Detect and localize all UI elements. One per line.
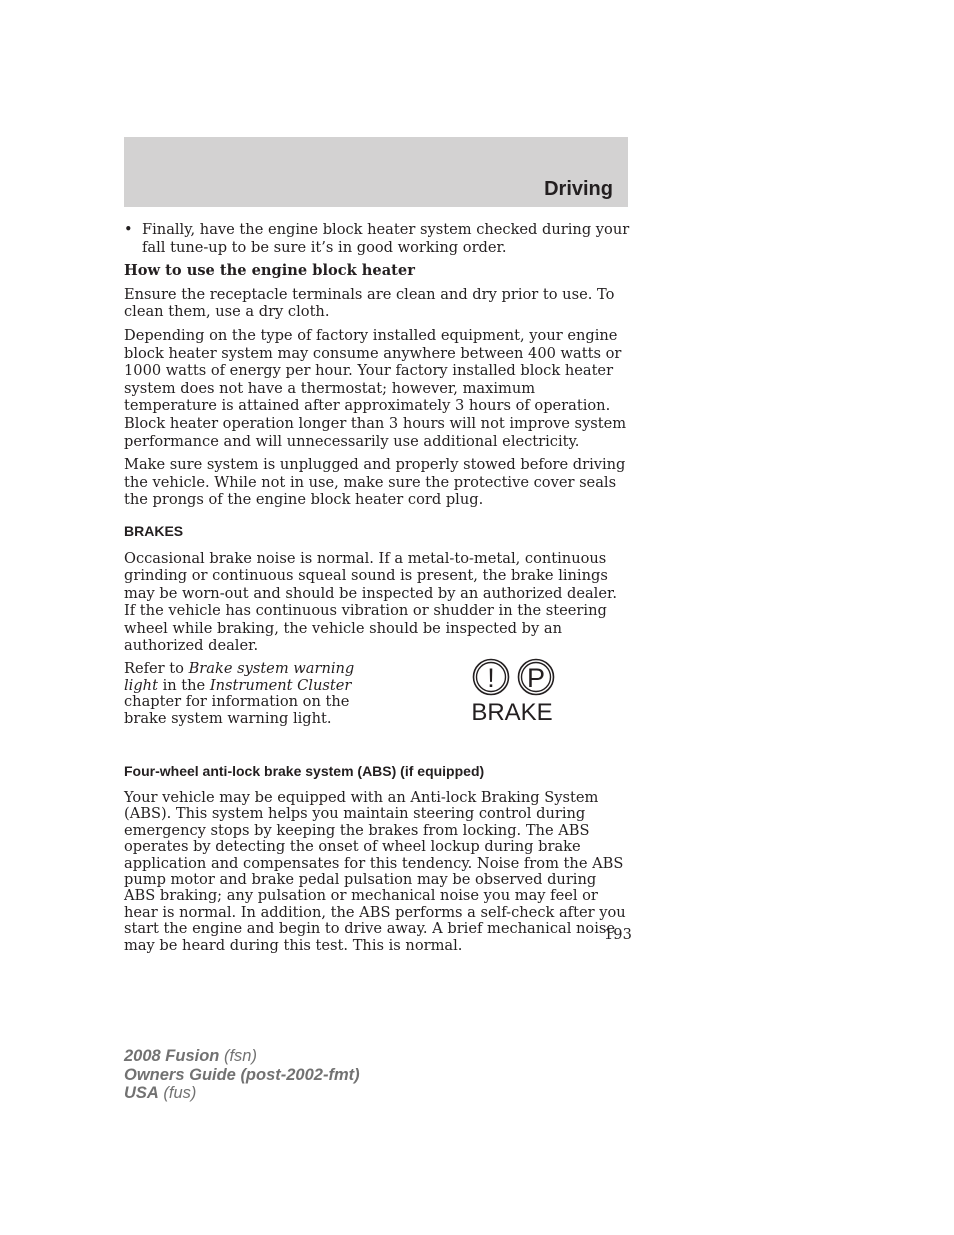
reference-text-part: in the	[157, 676, 210, 694]
footer-line-guide	[124, 1066, 360, 1085]
footer-model-code: (fsn)	[219, 1047, 257, 1065]
subheading: How to use the engine block heater	[124, 262, 415, 280]
brake-label: BRAKE	[471, 699, 553, 727]
abs-heading: Four-wheel anti-lock brake system (ABS) (if equipped)	[124, 763, 485, 780]
section-header-band	[124, 137, 628, 207]
bullet-dot: •	[124, 221, 133, 238]
document-footer	[124, 1047, 360, 1103]
paragraph-clean: Ensure the receptacle terminals are clean and dry prior to use. To clean them, use a dry cloth.	[124, 285, 615, 321]
paragraph-abs: Your vehicle may be equipped with an Anti-lock Braking System (ABS). This system helps you maintain steering control during emergency stops by keeping the brakes from locking. The ABS operates by detecting the onset of wheel lockup during brake application and compensates for this tendency. Noise from the ABS pump motor and brake pedal pulsation may be observed during ABS braking; any pulsation or mechanical noise you may feel or hear is normal. In addition, the ABS performs a self-check after you start the engine and begin to drive away. A brief mechanical noise may be heard during this test. This is normal.	[124, 789, 626, 954]
page-number: 193	[604, 926, 632, 943]
reference-text-part: chapter for information on the brake system warning light.	[124, 693, 350, 727]
bullet-item	[124, 221, 630, 256]
footer-model: 2008 Fusion	[124, 1047, 220, 1065]
reference-text	[124, 661, 384, 727]
reference-link-instrument-cluster: Instrument Cluster	[209, 676, 352, 694]
paragraph-unplug: Make sure system is unplugged and properly stowed before driving the vehicle. While not in use, make sure the protective cover seals the prongs of the engine block heater cord plug.	[124, 456, 626, 509]
footer-guide: Owners Guide (post-2002-fmt)	[124, 1065, 360, 1084]
page-content	[124, 221, 630, 960]
exclamation-glyph: !	[487, 663, 495, 694]
footer-line-region	[124, 1084, 360, 1103]
brake-warning-reference	[124, 661, 630, 727]
footer-region: USA	[124, 1084, 159, 1102]
footer-line-model	[124, 1047, 360, 1066]
paragraph-brake-noise: Occasional brake noise is normal. If a metal-to-metal, continuous grinding or continuous squeal sound is present, the brake linings may be worn-out and should be inspected by an authorized dealer. If the vehicle has continuous vibration or shudder in the steering wheel while braking, the vehicle should be inspected by an authorized dealer.	[124, 549, 617, 655]
section-title: Driving	[544, 178, 613, 200]
parking-p-glyph: P	[526, 663, 546, 694]
paragraph-power: Depending on the type of factory installed equipment, your engine block heater system may consume anywhere between 400 watts or 1000 watts of energy per hour. Your factory installed block heater system does not have a thermostat; however, maximum temperature is attained after approximately 3 hours of operation. Block heater operation longer than 3 hours will not improve system performance and will unnecessarily use additional electricity.	[124, 326, 627, 450]
reference-link-brake-light: Brake system warning light	[124, 660, 355, 694]
reference-text-part: Refer to	[124, 660, 189, 678]
footer-region-code: (fus)	[158, 1084, 197, 1102]
bullet-text: Finally, have the engine block heater system checked during your fall tune-up to be sure it’s in good working order.	[142, 221, 630, 256]
brakes-heading: BRAKES	[124, 522, 184, 539]
brake-warning-icon	[464, 657, 560, 727]
